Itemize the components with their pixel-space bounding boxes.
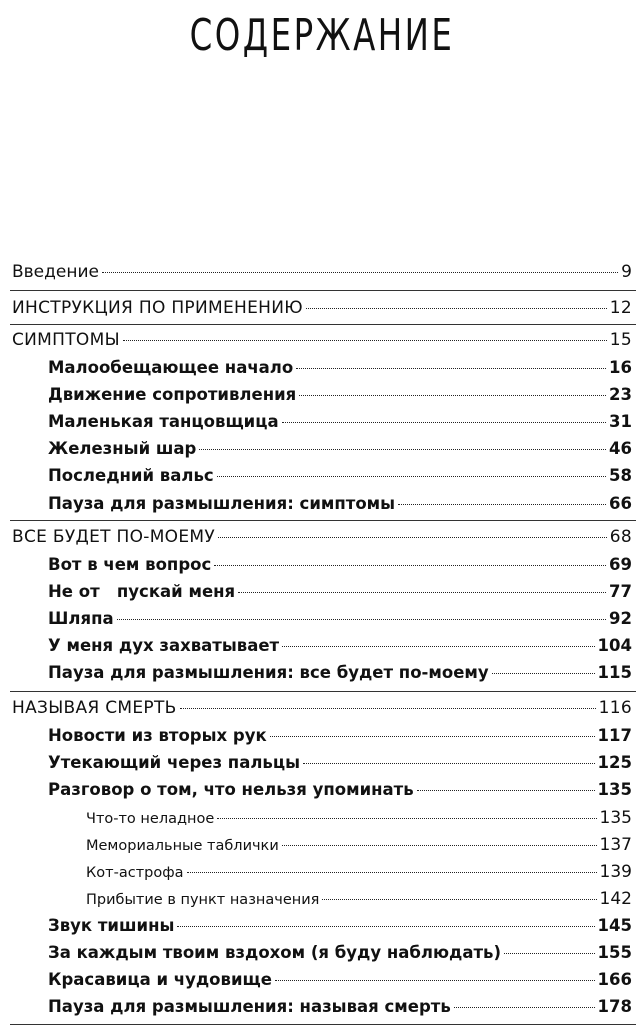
toc-entry-page: 137	[599, 835, 632, 855]
toc-entry-chapter[interactable]	[48, 582, 632, 601]
toc-entry-label: Пауза для размышления: симптомы	[48, 494, 396, 513]
toc-entry-chapter[interactable]	[48, 385, 632, 404]
toc-entry-chapter[interactable]	[48, 412, 632, 431]
toc-entry-label: СИМПТОМЫ	[12, 330, 120, 350]
toc-entry-page: 46	[609, 439, 632, 458]
dot-leader	[322, 899, 596, 900]
toc-entry-page: 142	[599, 889, 632, 909]
separator	[10, 520, 636, 521]
toc-entry-label: НАЗЫВАЯ СМЕРТЬ	[12, 698, 177, 718]
separator	[10, 324, 636, 325]
toc-entry-label: Новости из вторых рук	[48, 726, 267, 745]
separator	[10, 691, 636, 692]
dot-leader	[282, 845, 597, 846]
dot-leader	[117, 619, 606, 620]
toc-entry-page: 117	[597, 726, 632, 745]
toc-entry-chapter[interactable]	[48, 555, 632, 574]
toc-entry-label: Последний вальс	[48, 466, 214, 485]
toc-entry-section[interactable]	[86, 808, 632, 828]
toc-entry-page: 116	[598, 698, 632, 718]
toc-entry-chapter[interactable]	[48, 609, 632, 628]
toc-entry-page: 135	[599, 808, 632, 828]
toc-entry-chapter[interactable]	[48, 726, 632, 745]
toc-entry-page: 77	[609, 582, 632, 601]
dot-leader	[177, 926, 594, 927]
toc-entry-chapter[interactable]	[48, 916, 632, 935]
dot-leader	[299, 395, 606, 396]
toc-entry-label: Введение	[12, 262, 99, 282]
toc-entry-label: Пауза для размышления: называя смерть	[48, 997, 451, 1016]
toc-entry-label: Кот-астрофа	[86, 865, 184, 881]
toc-entry-page: 178	[597, 997, 632, 1016]
separator	[10, 1024, 636, 1025]
dot-leader	[180, 708, 596, 709]
dot-leader	[199, 449, 606, 450]
toc-entry-page: 58	[609, 466, 632, 485]
toc-entry-label: Разговор о том, что нельзя упоминать	[48, 780, 414, 799]
toc-entry-label: Вот в чем вопрос	[48, 555, 212, 574]
toc-entry-page: 125	[597, 753, 632, 772]
toc-entry-label: Не от пускай меня	[48, 582, 236, 601]
toc-entry-page: 166	[597, 970, 632, 989]
toc-entry-chapter[interactable]	[48, 753, 632, 772]
toc-entry-section[interactable]	[86, 862, 632, 882]
toc-entry-chapter[interactable]	[48, 439, 632, 458]
toc-entry-label: Движение сопротивления	[48, 385, 297, 404]
toc-entry-part[interactable]	[12, 298, 632, 318]
toc-entry-page: 145	[597, 916, 632, 935]
toc-entry-page: 31	[609, 412, 632, 431]
toc-entry-part[interactable]	[12, 698, 632, 718]
toc-entry-page: 15	[609, 330, 632, 350]
toc-entry-page: 69	[609, 555, 632, 574]
dot-leader	[238, 592, 606, 593]
dot-leader	[275, 980, 595, 981]
toc-entry-chapter[interactable]	[48, 494, 632, 513]
toc-entry-label: Звук тишины	[48, 916, 175, 935]
page-title: СОДЕРЖАНИЕ	[189, 10, 455, 61]
dot-leader	[504, 953, 595, 954]
toc-entry-section[interactable]	[86, 889, 632, 909]
toc-entry-label: Железный шар	[48, 439, 197, 458]
toc-entry-label: Прибытие в пункт назначения	[86, 892, 320, 908]
dot-leader	[217, 476, 606, 477]
toc-entry-label: Красавица и чудовище	[48, 970, 272, 989]
toc-entry-label: Малообещающее начало	[48, 358, 294, 377]
dot-leader	[492, 673, 595, 674]
dot-leader	[303, 763, 595, 764]
dot-leader	[306, 308, 607, 309]
dot-leader	[217, 818, 596, 819]
toc-entry-label: ИНСТРУКЦИЯ ПО ПРИМЕНЕНИЮ	[12, 298, 303, 318]
toc-entry-label: Пауза для размышления: все будет по-моему	[48, 663, 489, 682]
toc-entry-page: 16	[609, 358, 632, 377]
toc-entry-part[interactable]	[12, 330, 632, 350]
toc-entry-section[interactable]	[86, 835, 632, 855]
toc-entry-chapter[interactable]	[48, 970, 632, 989]
toc-entry-page: 9	[621, 262, 632, 282]
toc-entry-label: Маленькая танцовщица	[48, 412, 279, 431]
toc-entry-part[interactable]	[12, 527, 632, 547]
dot-leader	[102, 272, 618, 273]
toc-entry-chapter[interactable]	[48, 663, 632, 682]
dot-leader	[282, 646, 594, 647]
dot-leader	[296, 368, 606, 369]
toc-entry-chapter[interactable]	[48, 780, 632, 799]
toc-entry-chapter[interactable]	[48, 466, 632, 485]
dot-leader	[187, 872, 597, 873]
dot-leader	[123, 340, 607, 341]
toc-entry-page: 23	[609, 385, 632, 404]
dot-leader	[398, 504, 606, 505]
dot-leader	[270, 736, 595, 737]
toc-entry-label: ВСЕ БУДЕТ ПО-МОЕМУ	[12, 527, 216, 547]
toc-entry-page: 68	[609, 527, 632, 547]
toc-entry-chapter[interactable]	[48, 636, 632, 655]
toc-entry-label: Мемориальные таблички	[86, 838, 279, 854]
toc-entry-page: 12	[609, 298, 632, 318]
toc-entry-page: 139	[599, 862, 632, 882]
toc-entry-label: Утекающий через пальцы	[48, 753, 301, 772]
toc-entry-label: Шляпа	[48, 609, 114, 628]
toc-entry-page: 66	[609, 494, 632, 513]
toc-entry-page: 135	[597, 780, 632, 799]
toc-entry-page: 115	[597, 663, 632, 682]
toc-entry-label: У меня дух захватывает	[48, 636, 280, 655]
toc-entry-chapter[interactable]	[48, 997, 632, 1016]
toc-entry-chapter[interactable]	[48, 943, 632, 962]
dot-leader	[454, 1007, 595, 1008]
toc-entry-chapter[interactable]	[48, 358, 632, 377]
separator	[10, 290, 636, 291]
toc-entry-page: 104	[597, 636, 632, 655]
dot-leader	[282, 422, 606, 423]
toc-entry-introduction[interactable]	[12, 262, 632, 282]
toc-entry-label: Что-то неладное	[86, 811, 215, 827]
toc-entry-label: За каждым твоим вздохом (я буду наблюдать)	[48, 943, 502, 962]
toc-entry-page: 92	[609, 609, 632, 628]
toc-entry-page: 155	[597, 943, 632, 962]
dot-leader	[218, 537, 607, 538]
dot-leader	[214, 565, 606, 566]
dot-leader	[417, 790, 595, 791]
